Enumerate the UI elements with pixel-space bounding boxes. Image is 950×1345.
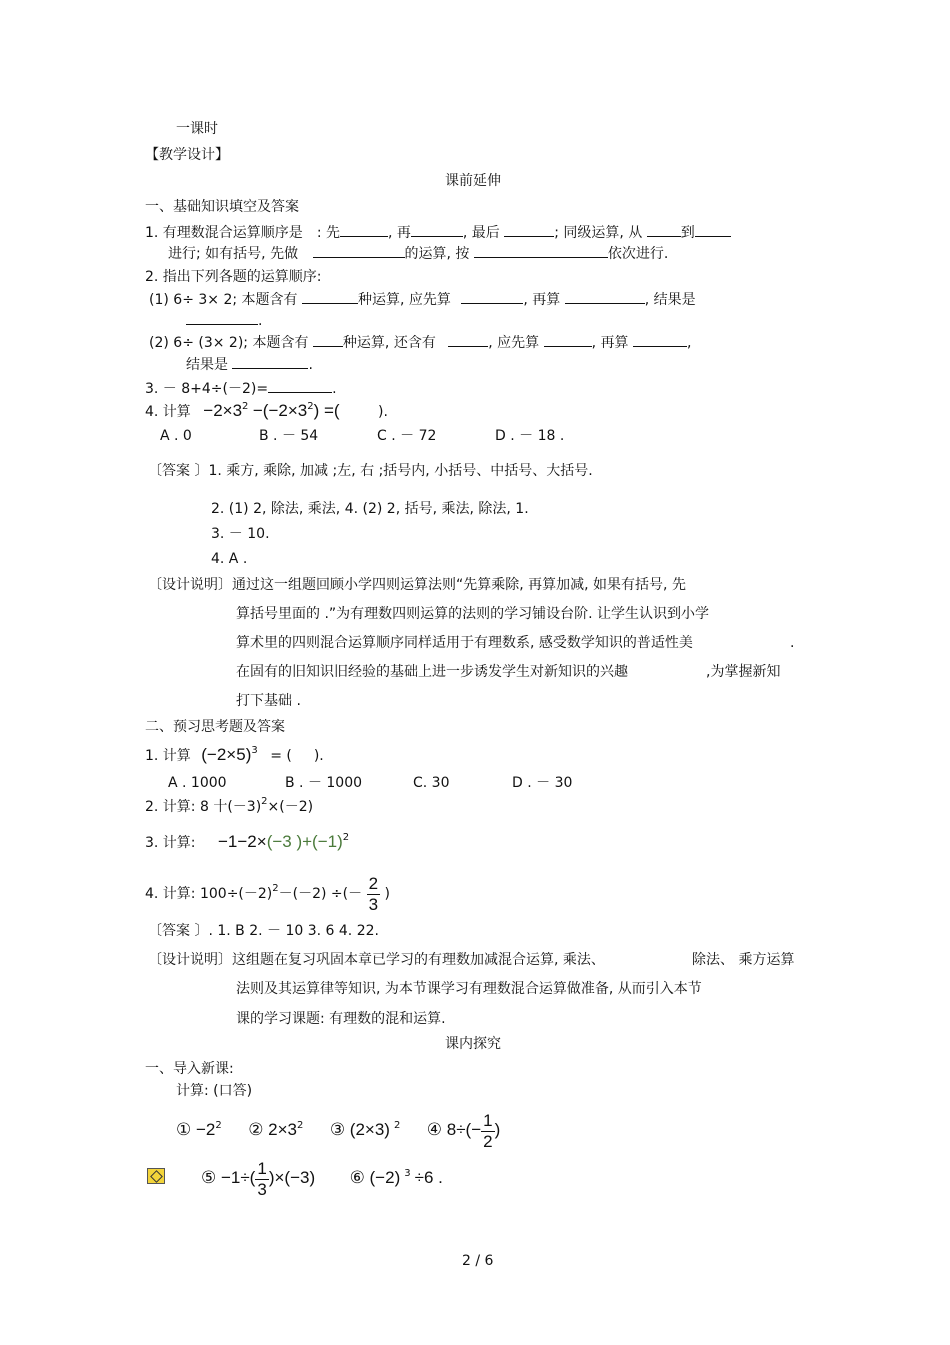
sec2-answer: 〔答案 〕. 1. B 2. － 10 3. 6 4. 22. bbox=[148, 923, 379, 939]
note2-line2: 法则及其运算律等知识, 为本节课学习有理数混合运算做准备, 从而引入本节 bbox=[236, 981, 702, 997]
q3: 3. － 8+4÷(－2)= . bbox=[145, 378, 337, 398]
answer-1: 〔答案 〕1. 乘方, 乘除, 加减 ;左, 右 ;括号内, 小括号、中括号、大括号. bbox=[148, 463, 593, 479]
sec2-q1-opt-c: C. 30 bbox=[413, 775, 450, 791]
note1-line1: 〔设计说明〕通过这一组题回顾小学四则运算法则“先算乘除, 再算加减, 如果有括号, 先 bbox=[148, 577, 686, 593]
note2-line3: 课的学习课题: 有理数的混和运算. bbox=[236, 1011, 446, 1027]
q4-opt-d: D . － 18 . bbox=[495, 428, 565, 444]
sec2-q1-opt-d: D . － 30 bbox=[512, 775, 573, 791]
note1-line5: 打下基础 . bbox=[236, 693, 301, 709]
sec2-q4: 4. 计算: $100\div(-2)^2-(-2)$ ÷(－ $\frac{2}{3}$ ) bbox=[145, 873, 390, 914]
inclass-section: 一、导入新课: bbox=[145, 1061, 234, 1077]
sec1-heading: 一、基础知识填空及答案 bbox=[145, 199, 299, 215]
q1-line2: 进行; 如有括号, 先做 的运算, 按 依次进行. bbox=[168, 243, 668, 263]
exercise-6: ⑥ (−2) bbox=[349, 1168, 401, 1187]
q1-line1: 1. 有理数混合运算顺序是 : 先 , 再 , 最后 ; 同级运算, 从 到 bbox=[145, 222, 731, 242]
note1-line3-end: . bbox=[790, 635, 795, 651]
design-heading: 【教学设计】 bbox=[145, 147, 229, 163]
q2-2: (2) 6÷ (3× 2); 本题含有 种运算, 还含有 , 应先算 , 再算 , bbox=[149, 332, 691, 352]
pre-title: 课前延伸 bbox=[445, 173, 501, 189]
q2-2-result: 结果是 . bbox=[186, 354, 313, 374]
fraction-2-3: $\frac{2}{3}$ bbox=[368, 873, 379, 914]
answer-4: 4. A . bbox=[211, 551, 248, 567]
exercise-2: ② 2×3 bbox=[248, 1120, 297, 1139]
note1-line4-end: ,为掌握新知 bbox=[706, 664, 781, 680]
note-icon bbox=[147, 1168, 165, 1184]
lesson-label: 一课时 bbox=[176, 121, 218, 137]
note2-line1: 〔设计说明〕这组题在复习巩固本章已学习的有理数加减混合运算, 乘法、 bbox=[148, 952, 605, 968]
note1-line4: 在固有的旧知识旧经验的基础上进一步诱发学生对新知识的兴趣 bbox=[236, 664, 628, 680]
q2-1: (1) 6÷ 3× 2; 本题含有 种运算, 应先算 , 再算 , 结果是 bbox=[149, 289, 696, 309]
sec2-q1: 1. 计算 $(-2\times 5)^3$ = ( ). bbox=[145, 745, 324, 764]
inclass-title: 课内探究 bbox=[445, 1036, 501, 1052]
exercise-3: ③ (2×3) bbox=[329, 1120, 390, 1139]
exercise-4: ④ 8÷(− bbox=[426, 1120, 482, 1139]
sec2-q1-opt-a: A . 1000 bbox=[168, 775, 227, 791]
answer-3: 3. － 10. bbox=[211, 526, 270, 542]
q2-heading: 2. 指出下列各题的运算顺序: bbox=[145, 269, 322, 285]
q2-1-blank: . bbox=[186, 310, 262, 330]
note2-line1-end: 除法、 乘方运算 bbox=[692, 952, 795, 968]
exercise-1: ① −2 bbox=[176, 1120, 216, 1139]
sec2-heading: 二、预习思考题及答案 bbox=[145, 719, 285, 735]
exercise-5: ⑤ −1÷( bbox=[201, 1168, 256, 1187]
inclass-calc: 计算: (口答) bbox=[176, 1083, 253, 1099]
sec2-q2: 2. 计算: 8 十$(-3)^2\times(-2)$ bbox=[145, 796, 314, 815]
sec2-q1-opt-b: B . － 1000 bbox=[285, 775, 363, 791]
q4-opt-c: C . － 72 bbox=[377, 428, 437, 444]
exercise-row-1: ① $-2^2$ ② $2\times 3^2$ ③ (2×3) $^2$ ④ 8÷(− $\frac{1}{2}$ ) bbox=[176, 1110, 501, 1151]
page-number: 2 / 6 bbox=[462, 1253, 494, 1269]
note1-line3: 算术里的四则混合运算顺序同样适用于有理数系, 感受数学知识的普适性美 bbox=[236, 635, 693, 651]
q4-opt-b: B . － 54 bbox=[259, 428, 319, 444]
q4: 4. 计算 $-2\times 3^2 -(-2\times 3^2)$ =( ). bbox=[145, 401, 388, 420]
note1-line2: 算括号里面的 .”为有理数四则运算的法则的学习铺设台阶. 让学生认识到小学 bbox=[236, 606, 710, 622]
q4-opt-a: A . 0 bbox=[160, 428, 192, 444]
exercise-row-2: ⑤ −1÷( $\frac{1}{3}$ )×(−3) ⑥ (−2) $^3$ ÷6 . bbox=[201, 1158, 443, 1199]
sec2-q3: 3. 计算: −1−2×(−3 )$+(-1)^2$ bbox=[145, 832, 350, 851]
answer-2: 2. (1) 2, 除法, 乘法, 4. (2) 2, 括号, 乘法, 除法, 1. bbox=[211, 501, 529, 517]
